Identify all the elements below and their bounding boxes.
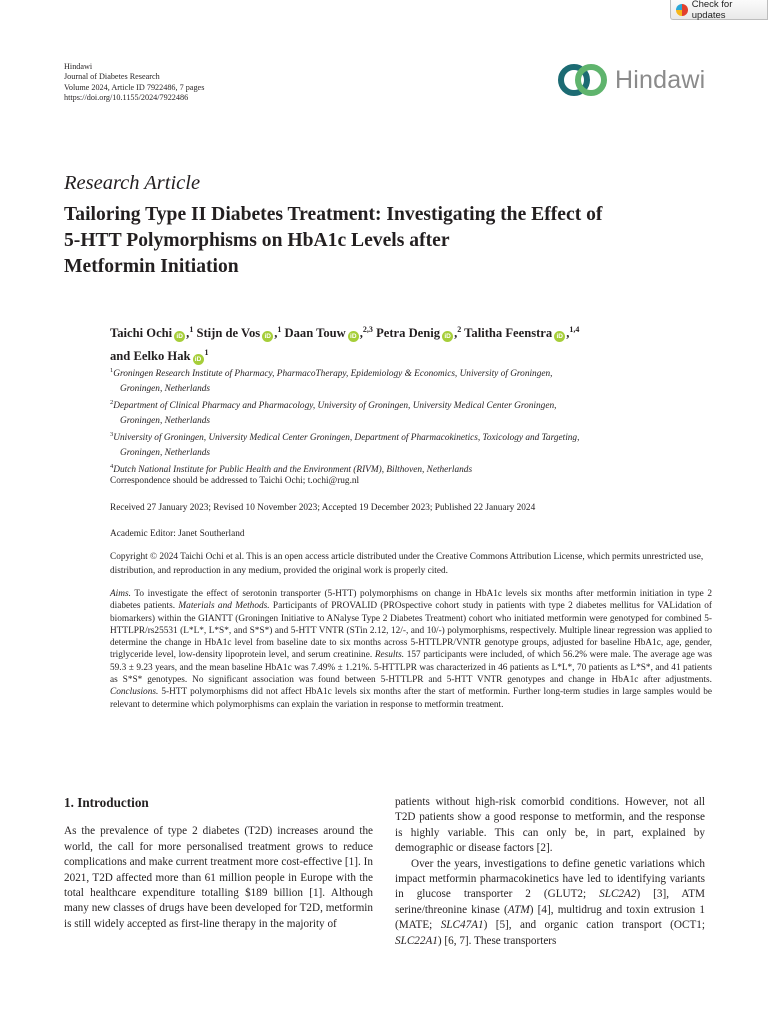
author-affil-sup: 2,3 (362, 325, 373, 334)
body-paragraph (395, 857, 705, 949)
body-column-right (395, 795, 705, 949)
affiliation-num: 2 (110, 399, 114, 407)
section-heading: 1. Introduction (64, 795, 149, 810)
affiliation-num: 1 (110, 367, 114, 374)
author-name: Daan Touw (284, 326, 346, 341)
body-column-left (64, 795, 373, 932)
abstract-results: 157 participants were included, of which 56.2% were male. The average age was 59.3 ± 9.23 years, and the mean baseline HbA1c was 7.49% ± 1.21%. 5-HTTLPR was characterized in 46 patients as L*L*, 70 patients as L*S*, and 41 patients as S*S* genotypes. No significant association was found between 5-HTTLPR and 5-HTT VNTR genotypes and change in HbA1c after adjustments. (110, 650, 713, 686)
publisher-name: Hindawi (64, 62, 93, 71)
abstract (110, 588, 712, 711)
affiliation-text: Department of Clinical Pharmacy and Pharmacology, University of Groningen, University Medical Center Groningen, (113, 401, 557, 412)
gene-name: ATM (507, 903, 530, 916)
author-name: Taichi Ochi (110, 326, 173, 341)
copyright-notice: Copyright © 2024 Taichi Ochi et al. This is an open access article distributed under the Creative Commons Attribution License, which permits unrestricted use, distribution, and reproduction in any medium, provided the original work is properly cited. (110, 552, 704, 576)
abstract-conclusions-label: Conclusions. (110, 687, 159, 698)
check-for-updates-button[interactable] (670, 0, 768, 20)
author-affil-sup: 1,4 (569, 325, 580, 334)
text-run: ) [5], and organic cation transport (OCT1; (483, 919, 705, 932)
gene-name: SLC2A2 (599, 888, 637, 901)
orcid-icon[interactable]: iD (174, 331, 185, 342)
text-run: ) [4], multidrug and toxin extrusion 1 (MATE; (395, 903, 706, 932)
affiliation-text: Groningen, Netherlands (120, 415, 211, 426)
affiliation-text: Dutch National Institute for Public Health and the Environment (RIVM), Bilthoven, Netherlands (113, 465, 473, 476)
affiliation-list (110, 364, 710, 478)
abstract-conclusions: 5-HTT polymorphisms did not affect HbA1c levels six months after the start of metformin. Further long-term studies in large samples would be relevant to determine which polymorphisms can explain the variation in response to metformin treatment. (110, 687, 712, 710)
gene-name: SLC22A1 (395, 934, 438, 947)
abstract-methods: Participants of PROVALID (PROspective cohort study in patients with type 2 diabetes mellitus for VALidation of biomarkers) within the GIANTT (Groningen Initiative to ANalyse Type 2 Diabetes Treatment) cohort who initiated metformin were genotyped for combined 5-HTTLPR/rs25531 (L*L*, L*S*, and S*S*) and 5-HTT VNTR (STin 2.12, 12/-, and 10/-) polymorphisms, respectively. Multiple linear regression was applied to determine the change in HbA1c level from baseline date to six months across 5-HTTLPR/VNTR genotype groups, adjusted for baseline HbA1c, age, gender, triglyceride level, low-density lipoprotein level, and serum creatinine. (110, 601, 713, 661)
text-run: Over the years, investigations to define genetic variations which impact metformin pharmacokinetics have led to identifying variants in glucose transporter 2 (GLUT2; (395, 857, 705, 901)
publication-dates: Received 27 January 2023; Revised 10 November 2023; Accepted 19 December 2023; Published 22 January 2024 (110, 503, 536, 513)
title-line: Metformin Initiation (64, 256, 239, 277)
abstract-results-label: Results. (374, 650, 405, 661)
author-joiner: and (110, 349, 131, 364)
affiliation-text: Groningen, Netherlands (120, 447, 211, 458)
affiliation-text: Groningen Research Institute of Pharmacy, PharmacoTherapy, Epidemiology & Economics, University of Groningen, (113, 369, 553, 380)
author-affil-sup: 1 (277, 325, 282, 334)
author-list: Taichi Ochi iD ,$^1$ Stijn de Vos iD ,$^1$ Daan Touw iD ,$^{2,3}$ Petra Denig iD ,$^2$ Talitha Feenstra iD ,$^{1,4}$ and Eelko Hak $iD^1$ (110, 325, 580, 364)
affiliation-text: University of Groningen, University Medical Center Groningen, Department of Pharmacokinetics, Toxicology and Targeting, (113, 433, 580, 444)
journal-name: Journal of Diabetes Research (64, 72, 160, 82)
orcid-icon[interactable]: iD (193, 354, 204, 365)
affiliation-text: Groningen, Netherlands (120, 383, 211, 394)
abstract-aims-label: Aims. (110, 589, 131, 599)
orcid-icon[interactable]: iD (442, 331, 453, 342)
title-line: Tailoring Type II Diabetes Treatment: Investigating the Effect of (64, 204, 603, 225)
crossmark-icon (676, 4, 688, 16)
abstract-aims: To investigate the effect of serotonin transporter (5-HTT) polymorphisms on change in HbA1c levels six months after metformin initiation in type 2 diabetes patients. (110, 589, 713, 612)
affiliation-num: 4 (110, 463, 114, 471)
gene-name: SLC47A1 (440, 919, 484, 932)
title-line: 5-HTT Polymorphisms on HbA1c Levels after (64, 230, 450, 251)
author-name: Talitha Feenstra (464, 326, 553, 341)
doi-link[interactable]: https://doi.org/10.1155/2024/7922486 (64, 93, 189, 103)
orcid-icon[interactable]: iD (348, 331, 359, 342)
body-paragraph: patients without high-risk comorbid conditions. However, not all T2D patients show a good response to metformin, and the response is highly variable. This can only be, in part, explained by demographic or disease factors [2]. (395, 796, 705, 855)
article-type: Research Article (64, 172, 201, 194)
correspondence: Correspondence should be addressed to Taichi Ochi; t.ochi@rug.nl (110, 476, 360, 486)
abstract-methods-label: Materials and Methods. (178, 601, 270, 612)
affiliation (110, 396, 710, 428)
affiliation (110, 428, 710, 460)
body-paragraph: As the prevalence of type 2 diabetes (T2D) increases around the world, the call for more personalised treatment grows to reduce complications and make current treatment more cost-effective [1]. In 2021, T2D affected more than 61 million people in Europe with the total healthcare expenditure totalling $189 billion [1]. Although many new classes of drugs have been developed for T2D, metformin is still widely accepted as first-line therapy in the majority of (64, 825, 373, 930)
volume-line: Volume 2024, Article ID 7922486, 7 pages (64, 82, 205, 92)
author-affil-sup: 1 (189, 325, 194, 334)
academic-editor: Academic Editor: Janet Southerland (110, 529, 245, 539)
orcid-icon[interactable]: iD (554, 331, 565, 342)
text-run: ) [3], ATM serine/threonine kinase ( (395, 888, 705, 916)
author-name: Eelko Hak (133, 349, 191, 364)
orcid-icon[interactable]: iD (262, 331, 273, 342)
author-affil-sup: 1 (204, 348, 209, 358)
author-affil-sup: 2 (457, 325, 462, 334)
check-for-updates-label: Check for updates (691, 0, 733, 21)
author-name: Stijn de Vos (196, 326, 261, 341)
article-title (64, 202, 724, 280)
affiliation-num: 3 (110, 431, 114, 439)
author-name: Petra Denig (376, 326, 441, 341)
journal-meta (64, 62, 204, 104)
hindawi-wordmark: Hindawi (615, 65, 706, 94)
affiliation (110, 364, 710, 396)
text-run: ) [6, 7]. These transporters (437, 934, 557, 947)
hindawi-rings-icon (557, 62, 609, 98)
hindawi-logo[interactable] (557, 58, 711, 102)
